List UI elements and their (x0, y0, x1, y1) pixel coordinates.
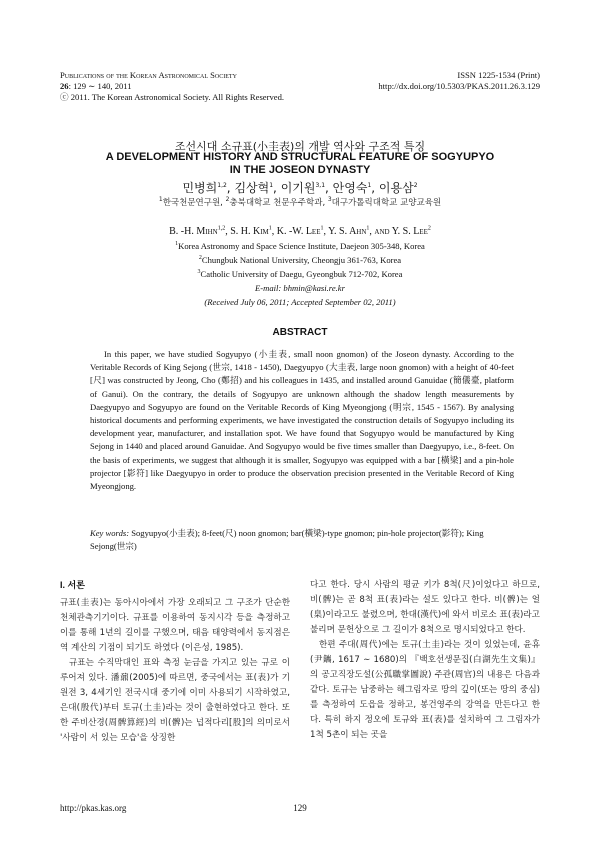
author-en-5-sup: 2 (427, 225, 431, 232)
author-ko-5-sup: 2 (413, 182, 418, 189)
left-paragraph-2: 규표는 수직막대인 표와 측정 눈금을 가지고 있는 규로 이루어져 있다. 潘鼐(2005)에 따르면, 중국에서는 표(表)가 기원전 3, 4세기인 전국시대 중기에 이미 사용되기 시작하였고, 은대(殷代)부터 토규(土圭)라는 것이 출현하였다고 한다. 또한 주비산경(周髀算經)의 비(髀)는 넙적다리[股]의 의미로서 '사람이 서 있는 모습'을 상징한 (60, 658, 290, 743)
aff-en-1-sup: 1 (175, 241, 179, 248)
section-heading: I. 서론 (60, 580, 85, 590)
author-ko-2-sup: 1 (269, 182, 274, 189)
aff-en-2-sup: 2 (198, 255, 202, 262)
aff-ko-1: 한국천문연구원 (162, 198, 221, 208)
author-en-4: Y. S. Ahn (328, 226, 367, 237)
aff-ko-3: 대구가톨릭대학교 교양교육원 (331, 198, 442, 208)
affiliation-en-3 (0, 268, 600, 281)
right-paragraph-2: 한편 주대(周代)에는 토규(土圭)라는 것이 있었는데, 윤휴(尹鑴, 1617 ∼ 1680)의 『백호선생문집(白湖先生文集)』의 공고직장도설(公孤職掌圖說) 주관(周官)의 내용은 다음과 같다. 토규는 남중하는 해그림자로 땅의 깊이(또는 땅의 중심)를 측정하여 도읍을 정하고, 봉건영주의 강역을 만든다고 한다. 특히 하지 정오에 토규와 표(表)를 설치하여 그 그림자가 1척 5촌이 되는 곳을 (310, 640, 540, 740)
publication-name: Publications of the Korean Astronomical Society (60, 70, 237, 80)
aff-en-1-text: Korea Astronomy and Space Science Institute, Daejeon 305-348, Korea (178, 241, 425, 251)
right-paragraph-1: 다고 한다. 당시 사람의 평균 키가 8척(尺)이었다고 하므로, 비(髀)는 곧 8척 표(表)라는 설도 있다고 한다. 비(髀)는 얼(臬)이라고도 불렸으며, 한대(漢代)에 와서 비로소 표(表)라고 불리며 문헌상으로 그 길이가 8척으로 명시되었다고 한다. (310, 580, 540, 635)
author-en-4-sup: 1 (366, 225, 370, 232)
author-ko-1: 민병희 (182, 181, 218, 195)
authors-korean: 민병희$^{1,2}$, 김상혁$^1$, 이기원$^{3,1}$, 안영숙$^1$, 이용삼$^2$ (182, 181, 418, 195)
title-korean: 조선시대 소규표(小圭表)의 개발 역사와 구조적 특징 (174, 140, 426, 153)
author-ko-4-sup: 1 (367, 182, 372, 189)
authors-english: B. -H. Mihn$^{1,2}$, S. H. Kim$^1$, K. -W. Lee$^1$, Y. S. Ahn$^1$, and Y. S. Lee$^2$ (169, 225, 431, 237)
keywords-label: Key words: (90, 528, 130, 538)
author-ko-1-sup: 1,2 (217, 182, 227, 189)
email: E-mail: bhmin@kasi.re.kr (255, 283, 345, 293)
left-paragraph-1: 규표(圭表)는 동아시아에서 가장 오래되고 그 구조가 단순한 천체관측기기이다. 규표를 이용하여 동지시각 등을 측정하고 이를 통해 1년의 길이를 구했으며, 태음 태양력에서 동지점은 역 계산의 기점이 되기도 하였다 (이은성, 1985). (60, 598, 290, 653)
author-en-2-sup: 1 (268, 225, 272, 232)
aff-en-3-sup: 3 (197, 269, 201, 276)
abstract-body: In this paper, we have studied Sogyupyo (小圭表, small noon gnomon) of the Joseon dynasty. According to the Veritable Records of King Sejong (世宗, 1418 - 1450), Daegyupyo (大圭表, large noon gnomon) with a height of 40-feet [尺] was constructed by Jeong, Cho (鄭招) and his colleagues in 1435, and installed around Ganuidae (簡儀臺, platform of Ganui). On the contrary, the details of Sogyupyo are unknown although the shadow length measurements by Daegyupyo and Sogyupyo are found on the Veritable Records of King Myeongjong (明宗, 1545 - 1567). By analysing historical documents and performing experiments, we have investigated the construction details of Sogyupyo including its development year, manufacturer, and installation spot. We have found that Sogyupyo would be manufactured by King Sejong in 1440 and placed around Ganuidae. And Sogyupyo would be five times smaller than Daegyupyo, i.e., 8-feet. On the basis of experiments, we suggest that although it is smaller, Sogyupyo was equipped with a bar [橫梁] and a pin-hole projector [影符] like Daegyupyo in order to produce the observation precision presented in the Veritable Record of King Myeongjong. (90, 349, 514, 492)
aff-en-3-text: Catholic University of Daegu, Gyeongbuk 712-702, Korea (200, 269, 403, 279)
keywords-text: Sogyupyo(小圭表); 8-feet(尺) noon gnomon; bar(橫梁)-type gnomon; pin-hole projector(影符); King Sejong(世宗) (90, 528, 484, 552)
author-en-3-sup: 1 (320, 225, 324, 232)
copyright: ⓒ 2011. The Korean Astronomical Society. All Rights Reserved. (60, 92, 285, 102)
affiliation-en-1 (0, 240, 600, 253)
aff-ko-2-sup: 2 (225, 196, 230, 204)
author-ko-5: 이용삼 (378, 181, 414, 195)
page-range: : 129 ∼ 140, 2011 (68, 81, 132, 91)
author-en-5: and Y. S. Lee (374, 226, 428, 237)
volume-number: 26 (60, 81, 69, 91)
keywords (90, 527, 514, 553)
aff-ko-3-sup: 3 (327, 196, 332, 204)
affiliation-en-2 (0, 254, 600, 267)
aff-en-2-text: Chungbuk National University, Cheongju 361-763, Korea (201, 255, 402, 265)
issn: ISSN 1225-1534 (Print) (457, 70, 540, 80)
author-ko-3: 이기원 (280, 181, 316, 195)
author-en-2: S. H. Kim (230, 226, 269, 237)
author-ko-4: 안영숙 (332, 181, 368, 195)
abstract-heading: ABSTRACT (272, 327, 328, 338)
right-column (310, 578, 540, 743)
aff-ko-2: 충북대학교 천문우주학과 (229, 198, 323, 208)
title-english-line2: IN THE JOSEON DYNASTY (229, 164, 371, 176)
author-ko-2: 김상혁 (234, 181, 270, 195)
doi-link[interactable]: http://dx.doi.org/10.5303/PKAS.2011.26.3.129 (378, 81, 540, 91)
footer-url[interactable]: http://pkas.kas.org (60, 803, 127, 813)
left-column (60, 596, 290, 746)
received-dates: (Received July 06, 2011; Accepted September 02, 2011) (204, 297, 396, 307)
affiliations-korean: $^1$한국천문연구원, $^2$충북대학교 천문우주학과, $^3$대구가톨릭대학교 교양교육원 (158, 196, 442, 208)
author-en-1: B. -H. Mihn (169, 226, 218, 237)
title-english-line1: A DEVELOPMENT HISTORY AND STRUCTURAL FEATURE OF SOGYUPYO (105, 151, 495, 163)
volume-pages (60, 81, 132, 92)
author-en-1-sup: 1,2 (217, 225, 226, 232)
page-number: 129 (293, 803, 307, 813)
aff-ko-1-sup: 1 (158, 196, 163, 204)
author-en-3: K. -W. Lee (276, 226, 321, 237)
author-ko-3-sup: 3,1 (315, 182, 326, 189)
